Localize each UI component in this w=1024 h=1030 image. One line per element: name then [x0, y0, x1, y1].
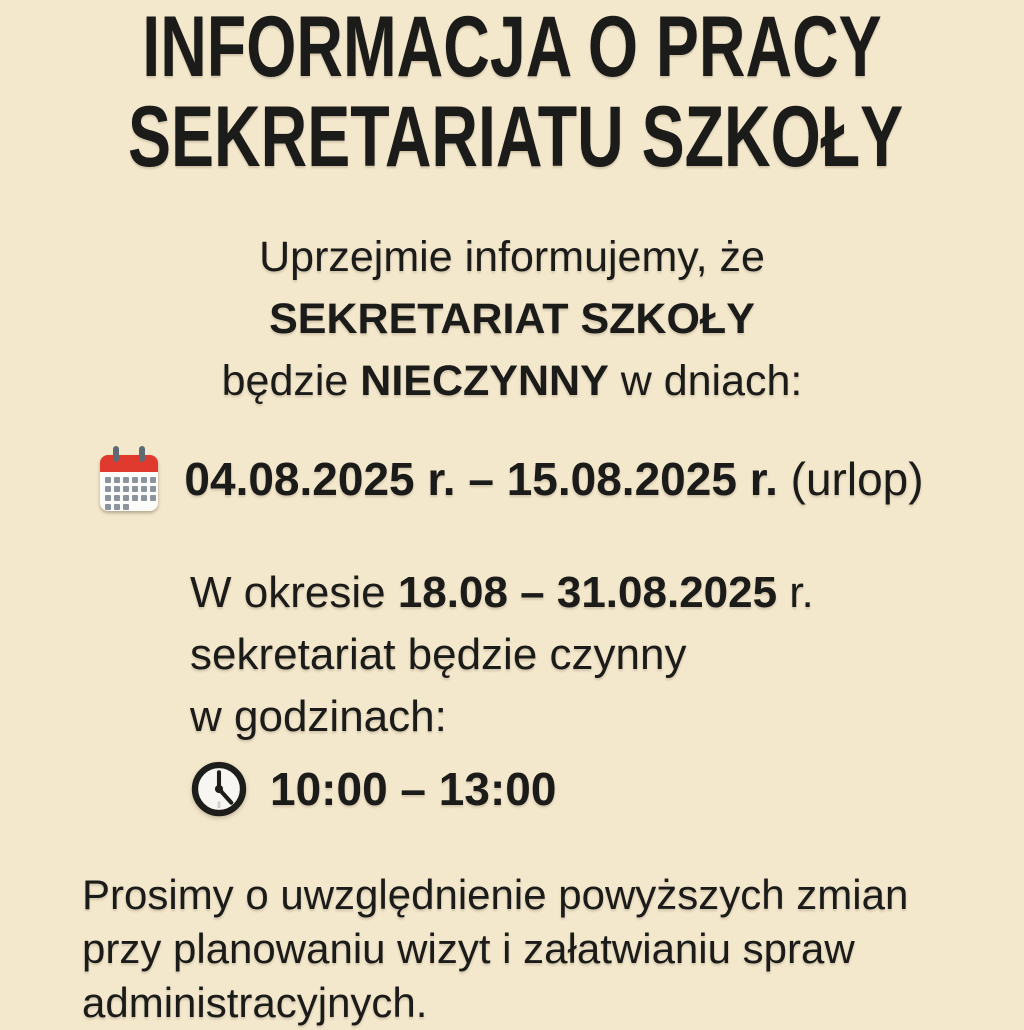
closure-dates-text [184, 452, 923, 506]
open-period-block [0, 562, 1024, 820]
title-line-2: SEKRETARIATU SZKOŁY [128, 89, 904, 185]
opening-hours-text: 10:00 – 13:00 [270, 763, 557, 815]
intro-line-3-post: w dniach: [608, 357, 803, 405]
intro-text [0, 226, 1024, 412]
footer-line-3: administracyjnych. [82, 979, 428, 1026]
closure-dates: 04.08.2025 r. – 15.08.2025 r. [184, 453, 778, 505]
intro-line-3 [0, 350, 1024, 412]
closure-dates-row [0, 446, 1024, 512]
footer-line-2: przy planowaniu wizyt i załatwianiu spraw [82, 925, 855, 972]
open-period-line-2: sekretariat będzie czynny [190, 630, 687, 679]
footer-line-1: Prosimy o uwzględnienie powyższych zmian [82, 871, 909, 918]
open-period-dates: 18.08 – 31.08.2025 [397, 568, 778, 617]
title-line-1: INFORMACJA O PRACY [142, 0, 882, 95]
intro-line-3-pre: będzie [221, 357, 361, 405]
footer-note [0, 868, 1024, 1030]
opening-hours-row [190, 758, 1024, 820]
page-title [0, 0, 1024, 185]
calendar-icon [100, 446, 158, 512]
intro-line-1: Uprzejmie informujemy, że [259, 233, 765, 281]
open-period-post: r. [777, 568, 814, 617]
closure-note: (urlop) [777, 453, 924, 505]
clock-icon [190, 760, 248, 818]
open-period-line-1 [190, 562, 1024, 624]
open-period-line-3: w godzinach: [190, 692, 447, 741]
closed-status-text: NIECZYNNY [360, 357, 609, 405]
open-period-pre: W okresie [190, 568, 398, 617]
intro-line-2: SEKRETARIAT SZKOŁY [269, 295, 755, 343]
